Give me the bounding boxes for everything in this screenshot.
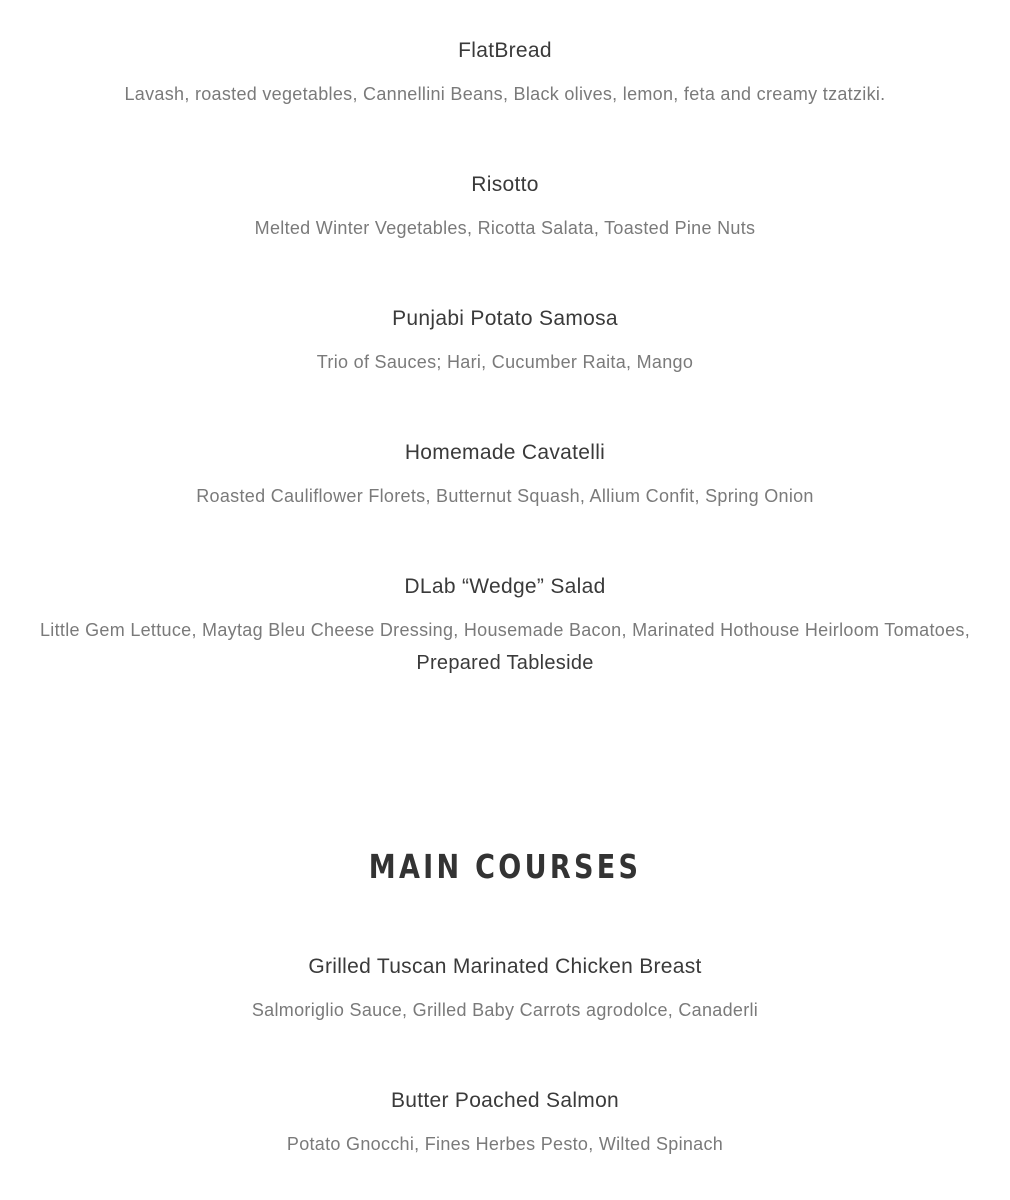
menu-item-name: Grilled Tuscan Marinated Chicken Breast	[308, 955, 702, 978]
menu-item-wedge-salad	[0, 574, 1010, 676]
menu-item-cavatelli	[0, 440, 1010, 508]
menu-item-risotto	[0, 172, 1010, 240]
menu-item-samosa	[0, 306, 1010, 374]
menu-item-name: Risotto	[471, 173, 539, 196]
section-title-main-courses: MAIN COURSES	[368, 847, 642, 886]
menu-item-name: DLab “Wedge” Salad	[404, 575, 606, 598]
menu-item-description: Roasted Cauliflower Florets, Butternut Squash, Allium Confit, Spring Onion	[196, 486, 814, 506]
menu-item-description: Lavash, roasted vegetables, Cannellini Beans, Black olives, lemon, feta and creamy tzatziki.	[124, 84, 886, 104]
menu-item-name: Butter Poached Salmon	[390, 1089, 620, 1112]
menu-item-description-extra: Prepared Tableside	[416, 652, 594, 674]
menu-item-description: Salmoriglio Sauce, Grilled Baby Carrots agrodolce, Canaderli	[251, 1000, 759, 1020]
menu-item-description: Little Gem Lettuce, Maytag Bleu Cheese Dressing, Housemade Bacon, Marinated Hothouse Heirloom Tomatoes,	[39, 620, 971, 640]
menu-item-chicken-breast	[0, 954, 1010, 1022]
menu-item-description: Melted Winter Vegetables, Ricotta Salata, Toasted Pine Nuts	[254, 218, 756, 238]
menu-item-name: FlatBread	[458, 39, 552, 62]
menu-item-salmon	[0, 1088, 1010, 1156]
menu-item-name: Homemade Cavatelli	[404, 441, 606, 464]
menu-item-description: Trio of Sauces; Hari, Cucumber Raita, Mango	[316, 352, 694, 372]
menu-item-name: Punjabi Potato Samosa	[392, 307, 618, 330]
menu-item-flatbread	[0, 38, 1010, 106]
menu-item-description: Potato Gnocchi, Fines Herbes Pesto, Wilted Spinach	[286, 1134, 724, 1154]
